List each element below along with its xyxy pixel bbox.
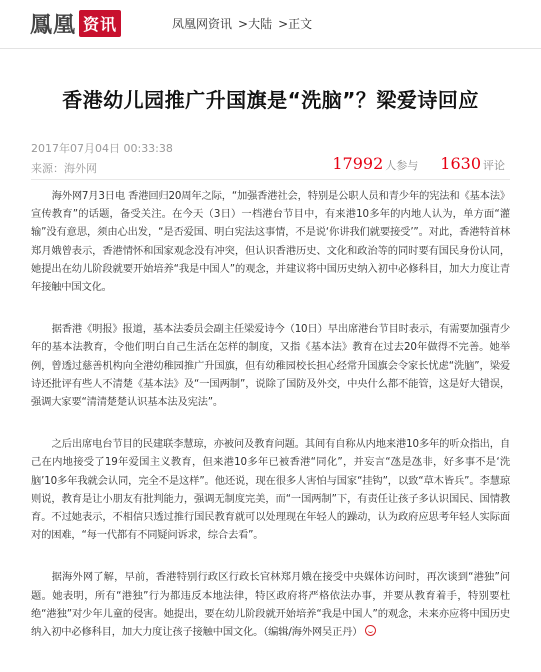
article-paragraph-text: 据海外网了解，早前，香港特别行政区行政长官林郑月娥在接受中央媒体访问时，再次谈到“港独”问题。她表明，所有“港独”行为都违反本地法律，特区政府将严格依法办事，并要从教育着手，特别要杜绝“港独”对少年儿童的侵害。她提出，要在幼儿阶段就开始培养“我是中国人”的观念，未来亦应将中国历史纳入初中必修科目，加大力度让孩子接触中国文化。（编辑/海外网吴正丹） [31, 571, 510, 639]
logo-text: 鳳凰 [30, 12, 77, 38]
ifeng-news-logo[interactable] [30, 8, 121, 39]
article-stats [332, 154, 505, 173]
breadcrumb-site-link[interactable]: 凤凰网资讯 [172, 17, 233, 31]
meta-divider [31, 179, 510, 180]
article-source: 来源：海外网 [31, 162, 97, 175]
participants-count[interactable]: 17992 [332, 154, 384, 173]
breadcrumb [172, 15, 312, 32]
article-title: 香港幼儿园推广升国旗是“洗脑”？梁爱诗回应 [62, 88, 479, 112]
ifeng-phoenix-icon [365, 625, 376, 636]
article-datetime: 2017年07月04日 00:33:38 [31, 142, 173, 155]
participants-label: 人参与 [385, 159, 419, 172]
article-paragraph-last [31, 568, 510, 641]
article-paragraph: 之后出席电台节目的民建联李慧琼，亦被问及教育问题。其间有自称从内地来港10多年的听众指出，自己在内地接受了19年爱国主义教育，但来港10多年已被香港“同化”，并妄言“氹是氹非，好多事不是‘洗脑’10多年我就会认同，完全不是这样”。他还说，现在很多人害怕与国家“挂钩”，以致“草木皆兵”。李慧琼则说，教育是让小朋友有批判能力，强调无制度完美，而“一国两制”下，有责任让孩子多认识国民、国情教育。不过她表示，不相信只透过推行国民教育就可以处理现在年轻人的躁动，认为政府应思考年轻人实际面对的困难，“每一代都有不同疑问诉求，综合去看”。 [31, 438, 510, 542]
site-header [0, 0, 541, 49]
article-body [31, 187, 510, 665]
comments-count[interactable]: 1630 [440, 154, 481, 173]
article-paragraph: 据香港《明报》报道，基本法委员会副主任梁爱诗今（10日）早出席港台节目时表示，有需要加强青少年的基本法教育，令他们明白自己生活在怎样的制度，又指《基本法》教育在过去20年做得不完善。她举例，曾透过慈善机构向全港幼稚园推广升国旗，但有幼稚园校长担心经常升国旗会令家长忧虑“洗脑”，梁爱诗还批评有些人不清楚《基本法》及“一国两制”，说除了国防及外交，中央什么都不能管，这是好大错误，强调大家要“清清楚楚认识基本法及宪法”。 [31, 323, 510, 409]
breadcrumb-section-link[interactable]: >大陆 [238, 17, 273, 31]
logo-badge: 资讯 [79, 10, 121, 37]
breadcrumb-current: >正文 [278, 17, 313, 31]
comments-label: 评论 [483, 159, 505, 172]
article-paragraph: 海外网7月3日电 香港回归20周年之际，“加强香港社会，特别是公职人员和青少年的宪法和《基本法》宣传教育”的话题，备受关注。在今天（3日）一档港台节目中，有来港10多年的内地人认为，单方面“灌输”没有意思，须由心出发，“是否爱国、明白宪法这事情，不是说‘你讲我们就要接受’”。对此，香港特首林郑月娥曾表示，香港情怀和国家观念没有冲突，但认识香港历史、文化和政治等的同时要有国民身份认同，她提出在幼儿阶段就要开始培养“我是中国人”的观念，并建议将中国历史纳入初中必修科目，加大力度让青年接触中国文化。 [31, 190, 510, 294]
